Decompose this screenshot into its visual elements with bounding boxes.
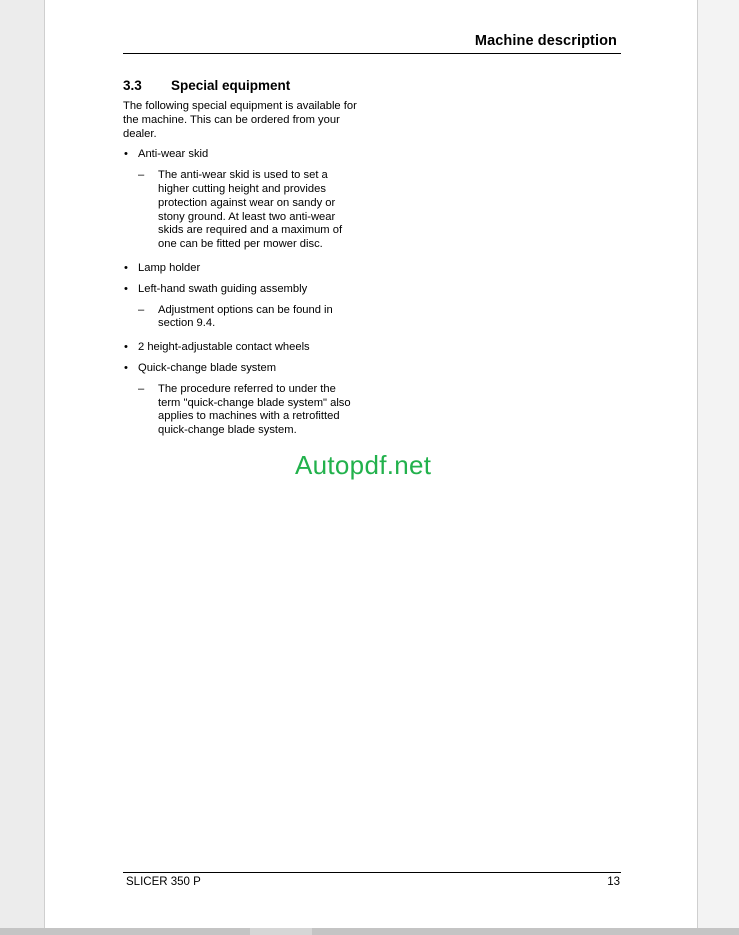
document-page — [44, 0, 698, 928]
scrollbar-track-left[interactable] — [0, 928, 250, 935]
dash-icon: – — [138, 382, 145, 395]
bullet-icon: • — [124, 148, 128, 161]
bullet-icon: • — [124, 361, 128, 374]
bullet-icon: • — [124, 341, 128, 354]
list-item — [123, 148, 359, 162]
footer-rule — [123, 872, 621, 873]
list-item — [123, 341, 359, 355]
sub-item — [123, 383, 359, 438]
list-item-label: 2 height-adjustable contact wheels — [138, 341, 310, 354]
header-rule — [123, 53, 621, 54]
dash-icon: – — [138, 303, 145, 316]
list-item-label: Lamp holder — [138, 261, 201, 274]
sub-item — [123, 304, 359, 332]
page-number: 13 — [607, 876, 620, 888]
section-title: Special equipment — [171, 78, 291, 93]
list-item — [123, 362, 359, 376]
section-heading — [123, 78, 290, 93]
list-item — [123, 262, 359, 276]
list-item-label: Anti-wear skid — [138, 148, 209, 161]
sub-item-text: The procedure referred to under the term "quick-change blade system" also applies to machines with a retrofitted quick-change blade system. — [158, 382, 351, 437]
intro-paragraph: The following special equipment is available for the machine. This can be ordered from your dealer. — [123, 100, 357, 140]
section-number: 3.3 — [123, 78, 142, 93]
bullet-icon: • — [124, 282, 128, 295]
list-item — [123, 283, 359, 297]
list-item-label: Left-hand swath guiding assembly — [138, 282, 308, 295]
sub-item-text: The anti-wear skid is used to set a higher cutting height and provides protection against wear on sandy or stony ground. At least two anti-wear skids are required and a maximum of one can be fitted per mower disc. — [158, 169, 343, 251]
watermark: Autopdf.net — [295, 450, 432, 480]
sub-item — [123, 169, 359, 252]
scrollbar-track-right[interactable] — [312, 928, 739, 935]
bullet-icon: • — [124, 261, 128, 274]
dash-icon: – — [138, 169, 145, 182]
list-item-label: Quick-change blade system — [138, 361, 277, 374]
header-title: Machine description — [474, 33, 617, 49]
footer-model: SLICER 350 P — [126, 876, 201, 888]
viewer-side-strip — [698, 0, 739, 928]
sub-item-text: Adjustment options can be found in section 9.4. — [158, 303, 333, 330]
section-content — [123, 100, 359, 445]
horizontal-scrollbar[interactable] — [0, 928, 739, 935]
